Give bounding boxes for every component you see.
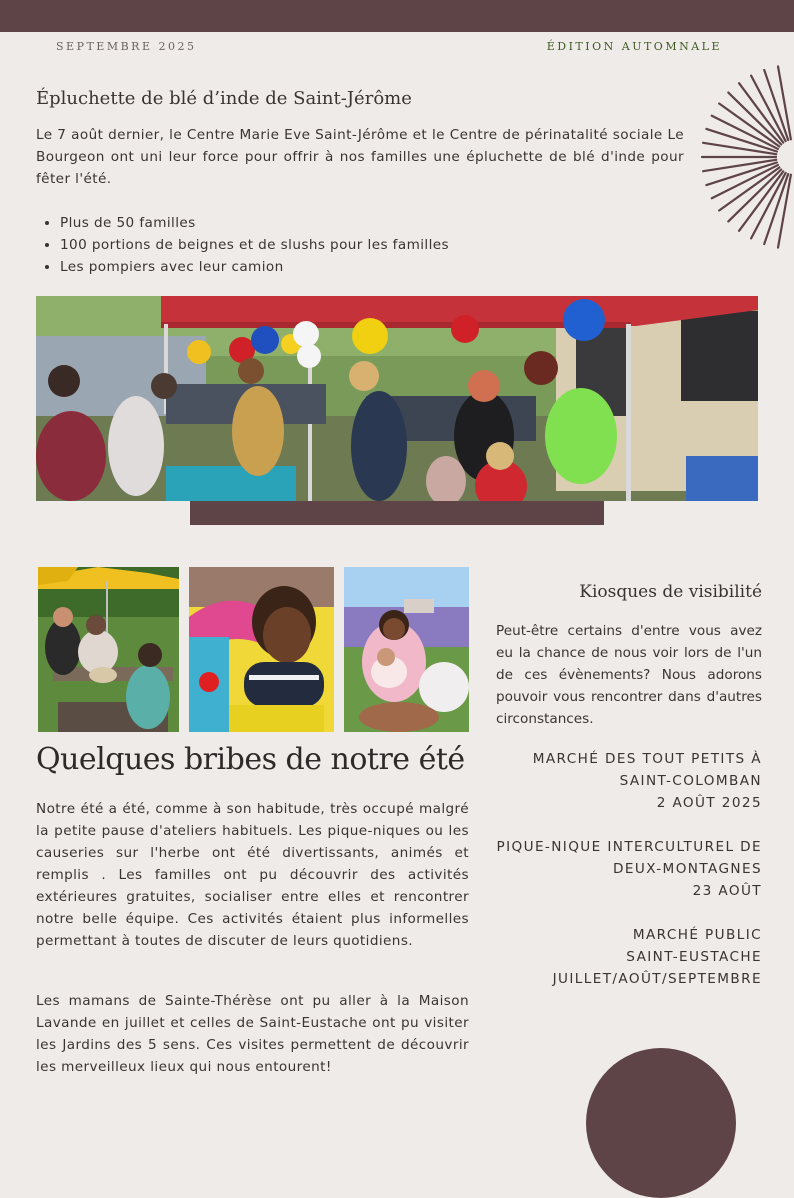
photo-caption-bar — [190, 501, 604, 525]
event-date: JUILLET/AOÛT/SEPTEMBRE — [552, 971, 762, 987]
event-line: SAINT-COLOMBAN — [619, 773, 762, 789]
event-item — [472, 748, 762, 814]
event-line: SAINT-EUSTACHE — [626, 949, 762, 965]
edition-label: ÉDITION AUTOMNALE — [546, 40, 722, 53]
summer-paragraph-1: Notre été a été, comme à son habitude, très occupé malgré la petite pause d'ateliers habituels. Les pique-niques ou les causeries sur l'herbe ont été divertissants, animés et remplis . Les familles ont pu découvrir des activités extérieures gratuites, socialiser entre elles et rencontrer notre belle équipe. Ces activités étaient plus informelles permettant à toutes de discuter de leurs quotidiens. — [36, 801, 469, 949]
photo-picnic-umbrella — [38, 567, 179, 732]
photo-child-playing — [189, 567, 334, 732]
article-title-epluchette: Épluchette de blé d’inde de Saint-Jérôme — [36, 88, 412, 109]
list-item: • Plus de 50 familles — [60, 212, 449, 234]
highlights-list — [36, 212, 449, 278]
event-line: MARCHÉ DES TOUT PETITS À — [532, 751, 762, 767]
summer-paragraph-2: Les mamans de Sainte-Thérèse ont pu aller à la Maison Lavande en juillet et celles de Saint-Eustache ont pu visiter les Jardins des 5 sens. Ces visites permettent de découvrir les merveilleux lieux qui nous entourent! — [36, 993, 469, 1075]
kiosques-title: Kiosques de visibilité — [579, 582, 762, 602]
decorative-semicircle — [586, 1048, 736, 1198]
article-title-summer: Quelques bribes de notre été — [36, 742, 465, 777]
kiosques-description: Peut-être certains d'entre vous avez eu la chance de nous voir lors de l'un de ces évènements? Nous adorons pouvoir vous rencontrer dans d'autres circonstances. — [496, 623, 762, 727]
article-intro: Le 7 août dernier, le Centre Marie Eve Saint-Jérôme et le Centre de périnatalité sociale Le Bourgeon ont uni leur force pour offrir à nos familles une épluchette de blé d'inde pour fêter l'été. — [36, 127, 684, 187]
list-item: • 100 portions de beignes et de slushs pour les familles — [60, 234, 449, 256]
event-date: 23 AOÛT — [692, 883, 762, 899]
event-line: PIQUE-NIQUE INTERCULTUREL DE — [496, 839, 762, 855]
event-item — [472, 836, 762, 902]
photo-lavender-field — [344, 567, 469, 732]
top-bar — [0, 0, 794, 32]
event-item — [472, 924, 762, 990]
event-line: DEUX-MONTAGNES — [613, 861, 762, 877]
event-date: 2 AOÛT 2025 — [656, 795, 762, 811]
issue-date: SEPTEMBRE 2025 — [56, 40, 197, 53]
sunburst-decoration — [700, 60, 794, 260]
event-line: MARCHÉ PUBLIC — [632, 927, 762, 943]
list-item: • Les pompiers avec leur camion — [60, 256, 449, 278]
photo-epluchette-event — [36, 296, 758, 501]
